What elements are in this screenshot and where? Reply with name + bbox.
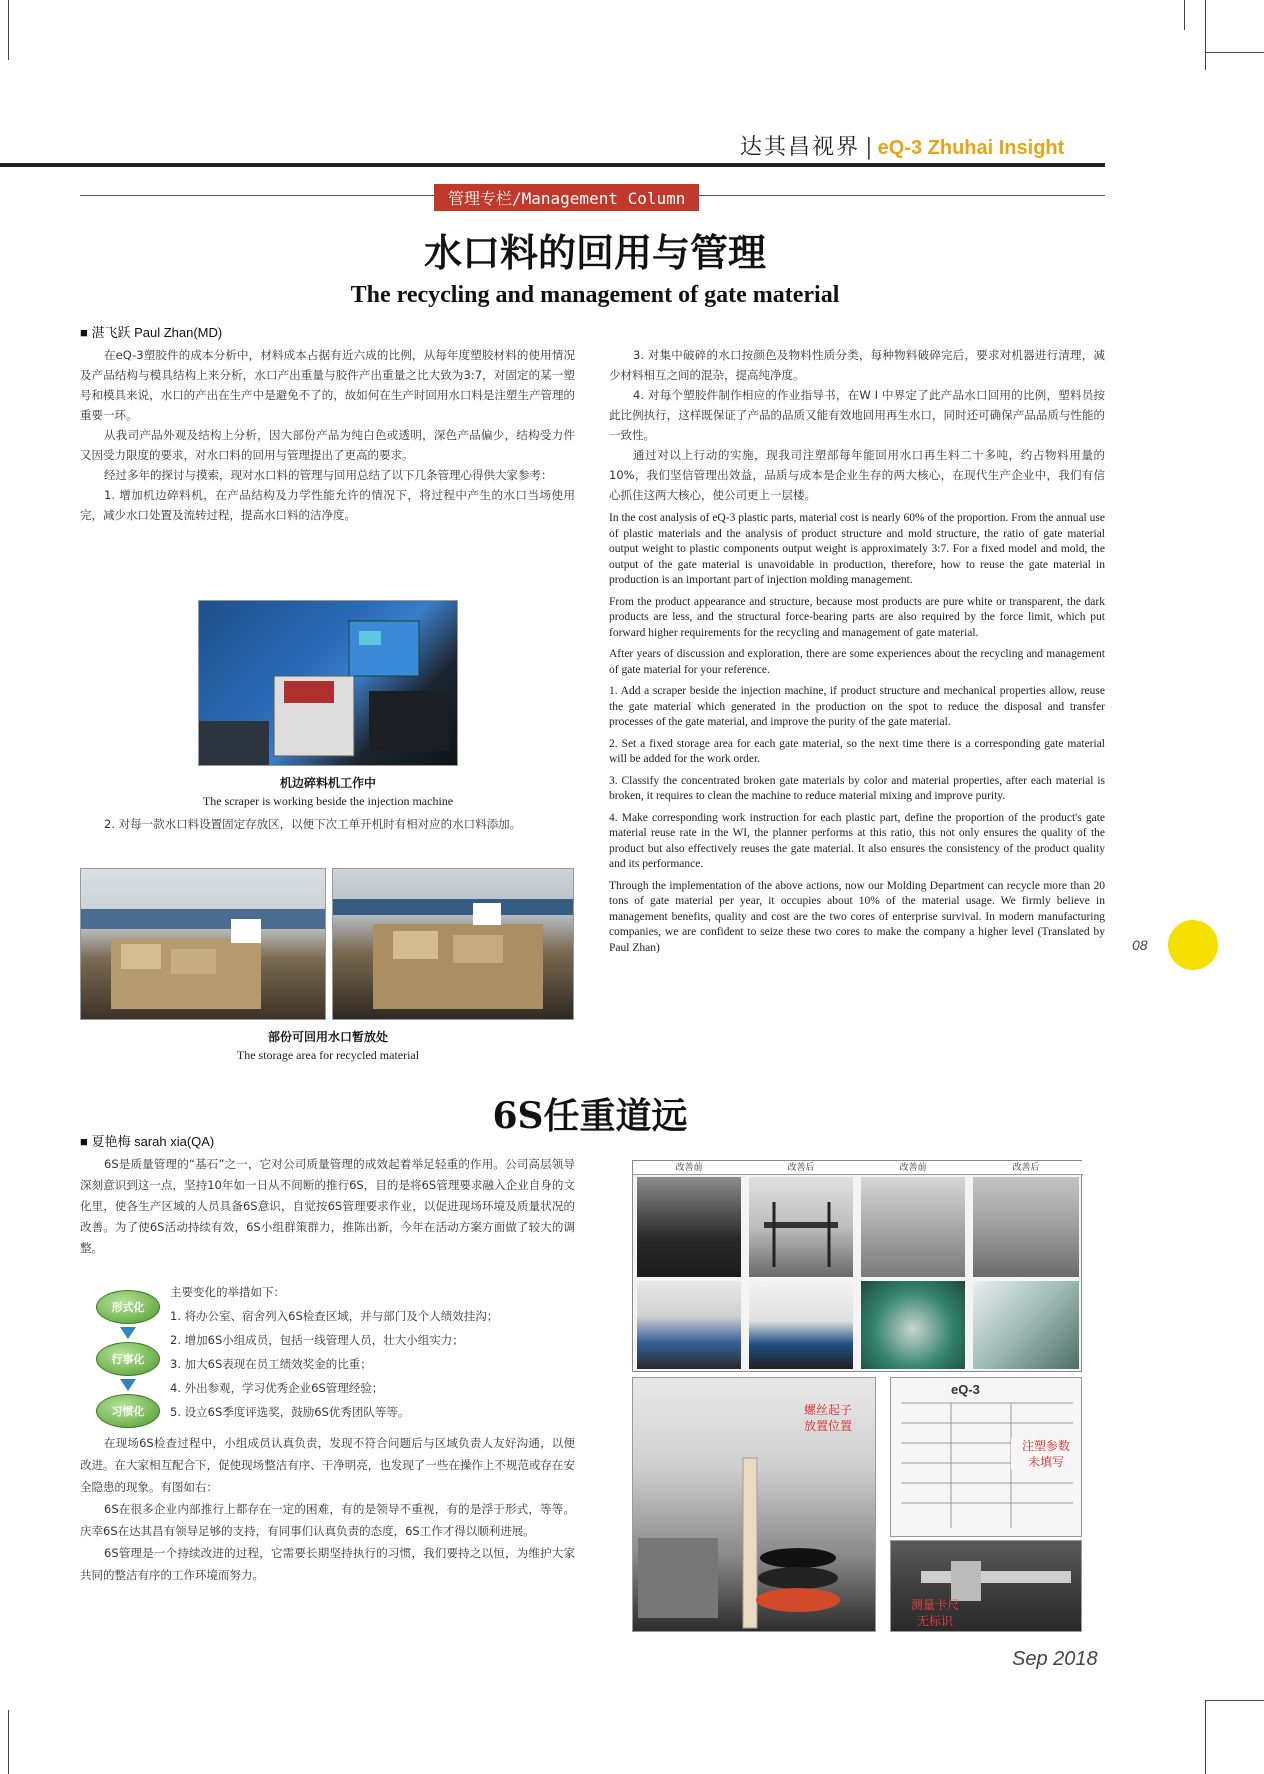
- paragraph: 在现场6S检查过程中，小组成员认真负责，发现不符合问题后与区域负责人友好沟通，以便改进。在大家相互配合下，促使现场整洁有序、干净明亮，也发现了一些在操作上不规范或存在安全隐患的现象。有图如右：: [80, 1436, 575, 1494]
- page-dot: [1168, 920, 1218, 970]
- article2-title: 6S任重道远: [492, 1095, 688, 1137]
- changes-list: [170, 1280, 575, 1424]
- changes-title: 主要变化的举措如下：: [170, 1285, 285, 1299]
- brand-en: eQ-3 Zhuhai Insight: [877, 137, 1065, 159]
- storage-photo-right: [332, 868, 574, 1020]
- storage-caption-en: The storage area for recycled material: [236, 1048, 420, 1062]
- list-item: 3. 加大6S表现在员工绩效奖金的比重；: [170, 1357, 372, 1371]
- paragraph-en: From the product appearance and structure, because most products are pure white or transparent, the dark products are less, and the structural force-bearing parts are also required by the force limit, which put forward higher requirements for the recycling and management of gate material.: [609, 595, 1105, 639]
- crop-mark: [1205, 0, 1206, 70]
- paragraph-en: 1. Add a scraper beside the injection machine, if product structure and mechanical properties allow, reuse the gate material which generated in the production on the spot to reduce the disposal and transfer processes of the gate material, and improve the purity of the gate material.: [609, 685, 1105, 728]
- photo-cables-after: [749, 1177, 853, 1277]
- paragraph: 6S管理是一个持续改进的过程，它需要长期坚持执行的习惯，我们要持之以恒，为维护大家共同的整洁有序的工作环境而努力。: [80, 1546, 575, 1582]
- rack-illustration: [749, 1177, 853, 1277]
- list-item: 2. 增加6S小组成员，包括一线管理人员，壮大小组实力；: [170, 1333, 464, 1347]
- paragraph-en: 2. Set a fixed storage area for each gate material, so the next time there is a corresponding gate material will be added for the work order.: [609, 737, 1105, 765]
- photo-parts-before: [861, 1281, 965, 1369]
- screwdriver-photo: [632, 1377, 876, 1632]
- header-rule: [0, 163, 1105, 167]
- paragraph: 在eQ-3塑胶件的成本分析中，材料成本占据有近六成的比例，从每年度塑胶材料的使用情况及产品结构与模具结构上来分析，水口产出重量与胶件产出重量之比大致为3:7，对固定的某一塑号和模具来说，水口的产出在生产中是避免不了的，故如何在生产时回用水口料是注塑生产管理的重要一环。: [80, 348, 575, 422]
- storage-illustration: [81, 869, 326, 1020]
- photo-machine-after: [973, 1177, 1079, 1277]
- paragraph: 从我司产品外观及结构上分析，因大部份产品为纯白色或透明，深色产品偏少，结构受力件又因受力限度的要求，对水口料的回用与管理提出了更高的要求。: [80, 428, 575, 462]
- scraper-caption-cn: 机边碎料机工作中: [279, 776, 376, 790]
- flow-arrow-icon: [120, 1327, 136, 1339]
- paragraph: 3. 对集中破碎的水口按颜色及物料性质分类，每种物料破碎完后，要求对机器进行清理，减少材料相互之间的混杂，提高纯净度。: [609, 348, 1105, 382]
- issue-date: Sep 2018: [1012, 1648, 1098, 1670]
- paragraph: 经过多年的探讨与摸索，现对水口料的管理与回用总结了以下几条管理心得供大家参考：: [104, 468, 553, 482]
- crop-mark: [8, 1710, 9, 1774]
- paragraph: 1. 增加机边碎料机，在产品结构及力学性能允许的情况下，将过程中产生的水口当场使用完，减少水口处置及流转过程，提高水口料的洁净度。: [80, 488, 575, 522]
- form-logo: eQ-3: [951, 1382, 980, 1397]
- storage-illustration: [333, 869, 574, 1020]
- 6s-photo-grid: [632, 1160, 1082, 1372]
- paragraph-en: After years of discussion and exploration, there are some experiences about the recycling and management of gate material for your reference.: [609, 648, 1105, 676]
- flow-node-formalize: 形式化: [96, 1290, 160, 1324]
- paragraph-en: 4. Make corresponding work instruction for each plastic part, define the proportion of the product's gate material reuse rate in the WI, the planner performs at this ratio, this not only ensures the quality of the product but also effectively reuses the gate material. It also ensures the consistency of the product quality and its performance.: [609, 811, 1105, 870]
- photo-label-before: 改善前: [633, 1161, 745, 1175]
- flow-node-habitualize: 习惯化: [96, 1394, 160, 1428]
- caliper-photo: [890, 1540, 1082, 1632]
- brand-separator: |: [865, 135, 873, 160]
- brand-cn: 达其昌视界: [740, 135, 861, 160]
- flow-node-routinize: 行事化: [96, 1342, 160, 1376]
- photo-label-before: 改善前: [857, 1161, 969, 1175]
- article1-left-text-2: [80, 814, 575, 834]
- article1-title-cn: 水口料的回用与管理: [423, 230, 766, 275]
- scraper-photo: [198, 600, 458, 766]
- section-label: 管理专栏/Management Column: [434, 184, 699, 211]
- article1-title-en: The recycling and management of gate material: [350, 282, 840, 308]
- photo-files-after: [749, 1281, 853, 1369]
- article1-right-text: [609, 345, 1105, 962]
- paragraph-en: Through the implementation of the above actions, now our Molding Department can recycle more than 20 tons of gate material per year, it occupies about 10% of the material usage. We firmly believe in management benefits, quality and cost are the two cores of enterprise survival. In modern manufacturing companies, we are confident to seize these two cores to make the company a higher level (Translated by Paul Zhan): [609, 879, 1105, 954]
- list-item: 4. 外出参观，学习优秀企业6S管理经验；: [170, 1381, 384, 1395]
- photo-machine-before: [861, 1177, 965, 1277]
- crop-mark: [1205, 1700, 1206, 1774]
- article1-author: ■ 湛飞跃 Paul Zhan(MD): [80, 325, 223, 340]
- paragraph-en: In the cost analysis of eQ-3 plastic parts, material cost is nearly 60% of the proportion. From the annual use of plastic materials and the analysis of product structure and mold structure, the ratio of gate material output weight to plastic components output weight is approximately 3:7. For a fixed model and mold, the output of the gate material is unavoidable in production, therefore, how to reuse the gate material in production is an important part of injection molding management.: [609, 512, 1105, 586]
- crop-mark: [1205, 52, 1264, 53]
- list-item: 1. 将办公室、宿舍列入6S检查区域，并与部门及个人绩效挂沟；: [170, 1309, 499, 1323]
- flow-arrow-icon: [120, 1379, 136, 1391]
- crop-mark: [1184, 0, 1185, 30]
- article2-body: [80, 1432, 575, 1586]
- note-caliper: 测量卡尺 无标识: [910, 1598, 959, 1628]
- photo-parts-after: [973, 1281, 1079, 1369]
- paragraph-en: 3. Classify the concentrated broken gate materials by color and material properties, after each material is broken, it requires to clean the machine to reduce material mixing and improve purity.: [609, 774, 1105, 802]
- article2-intro: [80, 1154, 575, 1259]
- paragraph: 通过对以上行动的实施，现我司注塑部每年能回用水口再生料二十多吨，约占物料用量的10%，我们坚信管理出效益，品质与成本是企业生存的两大核心，在现代生产企业中，我们有信心抓住这两大核心，使公司更上一层楼。: [609, 448, 1105, 502]
- list-item: 5. 设立6S季度评选奖，鼓励6S优秀团队等等。: [170, 1405, 410, 1419]
- note-screwdriver: 螺丝起子 放置位置: [803, 1403, 852, 1433]
- scraper-caption-en: The scraper is working beside the injection machine: [202, 794, 454, 808]
- page-number: 08: [1132, 937, 1148, 953]
- note-params: 注塑参数 未填写: [1011, 1438, 1081, 1470]
- photo-cables-before: [637, 1177, 741, 1277]
- paragraph: 6S在很多企业内部推行上都存在一定的困难，有的是领导不重视，有的是浮于形式，等等。庆幸6S在达其昌有领导足够的支持，有同事们认真负责的态度，6S工作才得以顺利进展。: [80, 1502, 575, 1538]
- crop-mark: [1205, 1700, 1264, 1701]
- form-photo: [890, 1377, 1082, 1537]
- photo-label-after: 改善后: [969, 1161, 1083, 1175]
- paragraph: 6S是质量管理的“基石”之一，它对公司质量管理的成效起着举足轻重的作用。公司高层领导深刻意识到这一点，坚持10年如一日从不间断的推行6S，目的是将6S管理要求融入企业自身的文化里，使各生产区域的人员具备6S意识，自觉按6S管理要求作业，以促进现场环境及质量状况的改善。为了使6S活动持续有效，6S小组群策群力，推陈出新，今年在活动方案方面做了较大的调整。: [80, 1157, 575, 1255]
- masthead: [740, 130, 1064, 161]
- photo-label-after: 改善后: [745, 1161, 857, 1175]
- storage-photo-left: [80, 868, 326, 1020]
- crop-mark: [8, 0, 9, 60]
- paragraph: 4. 对每个塑胶件制作相应的作业指导书，在W I 中界定了此产品水口回用的比例，塑料员按此比例执行，这样既保证了产品的品质又能有效地回用再生水口，同时还可确保产品品质与性能的一致性。: [609, 388, 1105, 442]
- storage-caption-cn: 部份可回用水口暂放处: [267, 1030, 388, 1044]
- paragraph: 2. 对每一款水口料设置固定存放区，以便下次工单开机时有相对应的水口料添加。: [104, 817, 522, 831]
- photo-files-before: [637, 1281, 741, 1369]
- article2-author: ■ 夏艳梅 sarah xia(QA): [80, 1134, 215, 1149]
- article1-left-text: [80, 345, 575, 525]
- scraper-illustration: [199, 601, 458, 766]
